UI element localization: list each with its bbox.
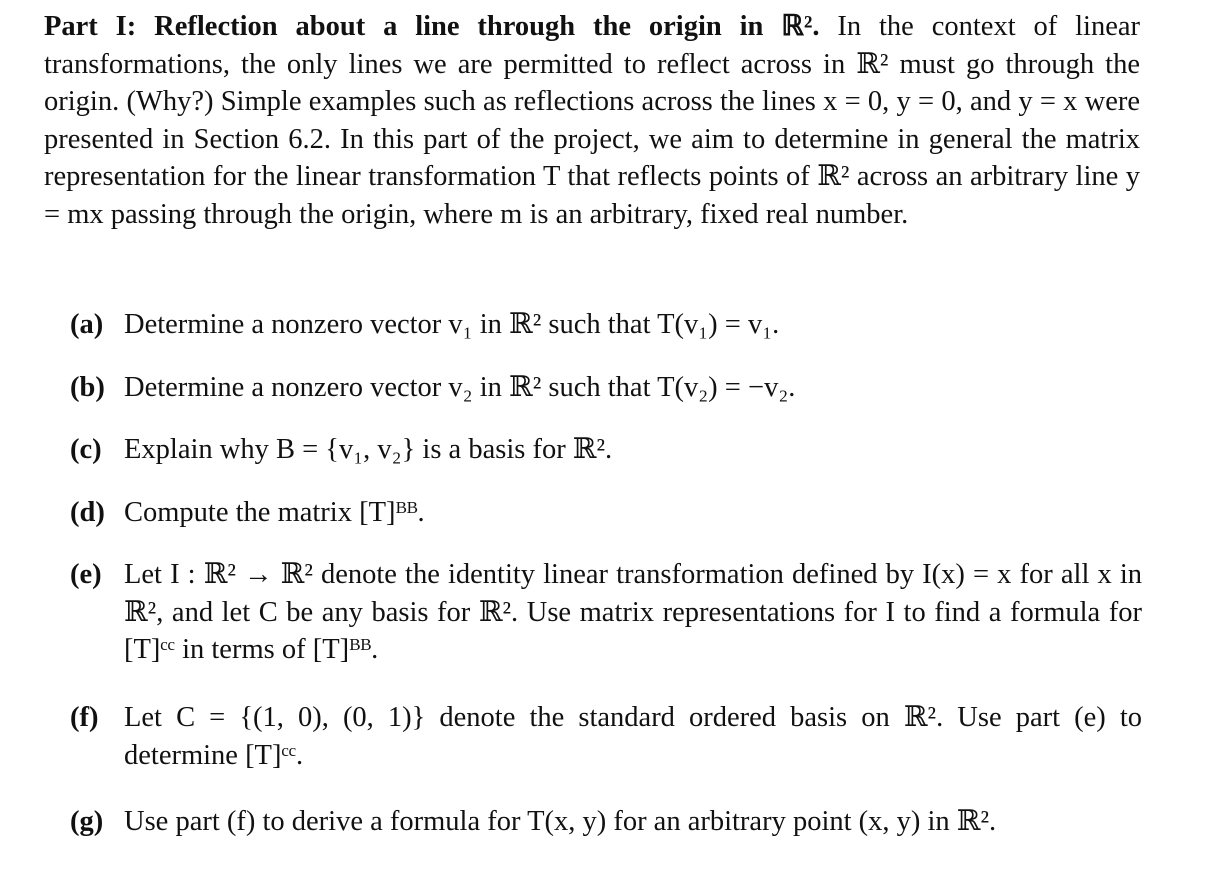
item-text: Determine a nonzero vector v₂ in ℝ² such that T(v₂) = −v₂. [124,372,796,403]
exercise-item-b [70,369,1142,407]
exercise-item-e [70,556,1142,669]
part-heading: Part I: Reflection about a line through the origin in ℝ². [44,11,820,42]
exercise-item-c [70,431,1142,469]
item-text: Determine a nonzero vector v₁ in ℝ² such that T(v₁) = v₁. [124,309,780,340]
intro-paragraph [44,8,1140,234]
item-text: Use part (f) to derive a formula for T(x, y) for an arbitrary point (x, y) in ℝ². [124,806,997,837]
item-text: Compute the matrix [T]ᴮᴮ. [124,497,425,528]
exercise-item-a [70,306,1142,344]
item-text: Explain why B = {v₁, v₂} is a basis for ℝ². [124,434,613,465]
item-label: (a) [70,309,104,340]
item-label: (c) [70,434,102,465]
item-label: (b) [70,372,105,403]
exercise-item-g [70,803,1142,841]
item-label: (g) [70,806,104,837]
item-text: Let I : ℝ² → ℝ² denote the identity linear transformation defined by I(x) = x for all x in ℝ², and let C be any basis for ℝ². Use matrix representations for I to find a formula for [T]ᶜᶜ in terms of [T]ᴮᴮ. [124,559,1142,666]
exercise-item-d [70,494,1142,532]
item-text: Let C = {(1, 0), (0, 1)} denote the standard ordered basis on ℝ². Use part (e) to determine [T]ᶜᶜ. [124,702,1142,771]
exercise-item-f [70,699,1142,774]
item-label: (d) [70,497,105,528]
intro-text: In the context of linear transformations, the only lines we are permitted to reflect across in ℝ² must go through the origin. (Why?) Simple examples such as reflections across the lines x = 0, y = 0, and y = x were presented in Section 6.2. In this part of the project, we aim to determine in general the matrix representation for the linear transformation T that reflects points of ℝ² across an arbitrary line y = mx passing through the origin, where m is an arbitrary, fixed real number. [44,11,1141,230]
item-label: (f) [70,702,99,733]
item-label: (e) [70,559,102,590]
